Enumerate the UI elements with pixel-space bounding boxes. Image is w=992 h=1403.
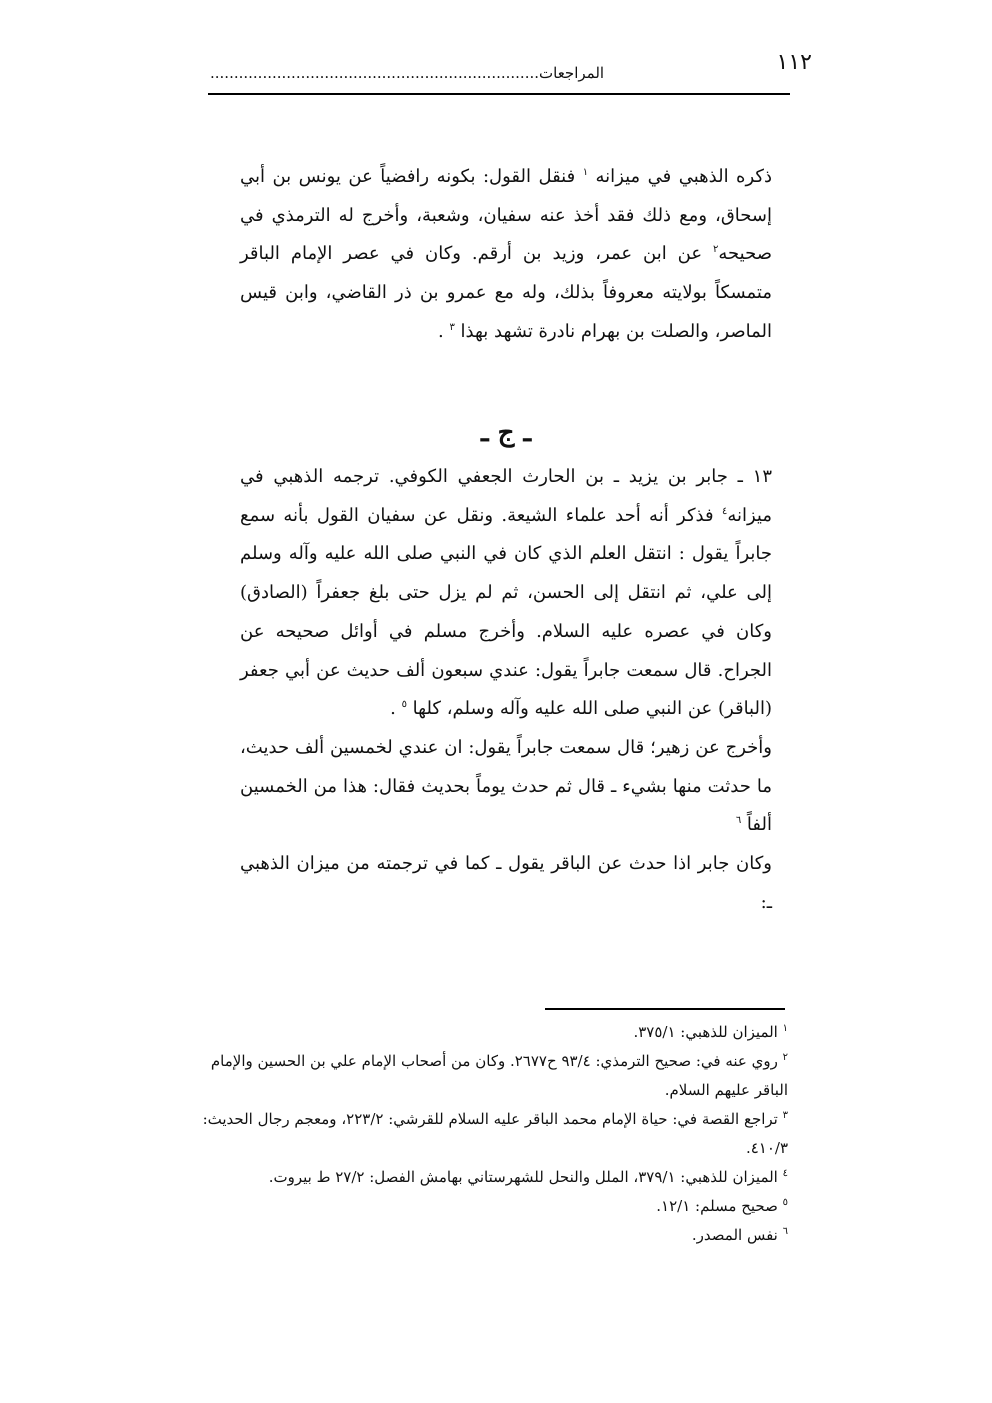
footnote-ref-5: ٥: [401, 699, 407, 711]
footnote-number: ٢: [782, 1052, 788, 1063]
footnote-ref-1: ١: [582, 167, 589, 178]
footnote-text: تراجع القصة في: حياة الإمام محمد الباقر عليه السلام للقرشي: ٢٢٣/٢، ومعجم رجال الحديث: ٤١٠/٣.: [202, 1110, 788, 1157]
paragraph-2-text-a: ١٣ ـ جابر بن يزيد ـ بن الحارث الجعفي الكوفي. ترجمه الذهبي في ميزانه: [240, 466, 772, 526]
paragraph-3: [240, 729, 772, 845]
page-header: [208, 48, 812, 92]
footnote-number: ٥: [782, 1197, 788, 1208]
paragraph-4: وكان جابر اذا حدث عن الباقر يقول ـ كما في ترجمته من ميزان الذهبي ـ:: [240, 853, 772, 913]
paragraph-1-text-b: فنقل القول: بكونه رافضياً عن يونس بن أبي إسحاق، ومع ذلك فقد أخذ عنه سفيان، وشعبة، وأخرج له الترمذي في صحيحه: [240, 166, 772, 265]
paragraph-2-text-c: .: [390, 698, 402, 720]
footnote-2: [192, 1047, 788, 1105]
footnote-ref-6: ٦: [735, 815, 742, 827]
footnote-text: نفس المصدر.: [691, 1226, 783, 1244]
page-number: ١١٢: [776, 50, 812, 75]
paragraph-3-text-a: وأخرج عن زهير؛ قال سمعت جابراً يقول: ان عندي لخمسين ألف حديث، ما حدثت منها بشيء ـ قال ثم حدث يوماً بحديث فقال: هذا من الخمسين ألفاً: [240, 736, 772, 836]
footnotes: [192, 1018, 788, 1250]
header-divider: [208, 93, 790, 95]
footnote-text: الميزان للذهبي: ٣٧٥/١.: [633, 1023, 783, 1041]
section-heading: ـ ج ـ: [480, 418, 532, 448]
footnote-number: ١: [782, 1023, 788, 1034]
footnote-text: صحيح مسلم: ١٢/١.: [656, 1197, 783, 1215]
footnote-text: روي عنه في: صحيح الترمذي: ٩٣/٤ ح٢٦٧٧. وكان من أصحاب الإمام علي بن الحسين والإمام الباقر عليهم السلام.: [210, 1052, 788, 1099]
footnote-3: [192, 1105, 788, 1163]
footnote-text: الميزان للذهبي: ٣٧٩/١، الملل والنحل للشهرستاني بهامش الفصل: ٢٧/٢ ط بيروت.: [268, 1168, 783, 1186]
footnote-number: ٤: [782, 1168, 788, 1179]
paragraph-1: [240, 158, 772, 352]
main-text-block-1: [240, 158, 772, 352]
footnote-number: ٦: [782, 1226, 788, 1237]
paragraph-2: [240, 458, 772, 729]
footnote-6: [192, 1221, 788, 1250]
paragraph-1-text-a: ذكره الذهبي في ميزانه: [588, 166, 772, 187]
main-text-block-2: [240, 458, 772, 922]
footnote-number: ٣: [782, 1110, 788, 1121]
footnote-ref-3: ٣: [449, 321, 455, 333]
footnote-4: [192, 1163, 788, 1192]
paragraph-2-text-b: فذكر أنه أحد علماء الشيعة. ونقل عن سفيان القول بأنه سمع جابراً يقول : انتقل العلم الذي كان في النبي صلى الله عليه وآله وسلم إلى علي، ثم انتقل إلى الحسن، ثم لم يزل حتى بلغ جعفراً (الصادق) وكان في عصره عليه السلام. وأخرج مسلم في أوائل صحيحه عن الجراح. قال سمعت جابراً يقول: عندي سبعون ألف حديث عن أبي جعفر (الباقر) عن النبي صلى الله عليه وآله وسلم، كلها: [240, 504, 772, 720]
footnote-5: [192, 1192, 788, 1221]
footnote-ref-2: ٢: [713, 244, 719, 256]
footnote-ref-4: ٤: [721, 505, 728, 517]
footnote-1: [192, 1018, 788, 1047]
footnote-divider: [545, 1008, 785, 1010]
paragraph-1-text-c: عن ابن عمر، وزيد بن أرقم. وكان في عصر الإمام الباقر متمسكاً بولايته معروفاً بذلك، وله مع عمرو بن ذر القاضي، وابن قيس الماصر، والصلت بن بهرام نادرة تشهد بهذا: [240, 243, 772, 342]
paragraph-1-text-d: .: [438, 320, 450, 342]
running-title: المراجعات.....................................................................: [210, 64, 605, 82]
